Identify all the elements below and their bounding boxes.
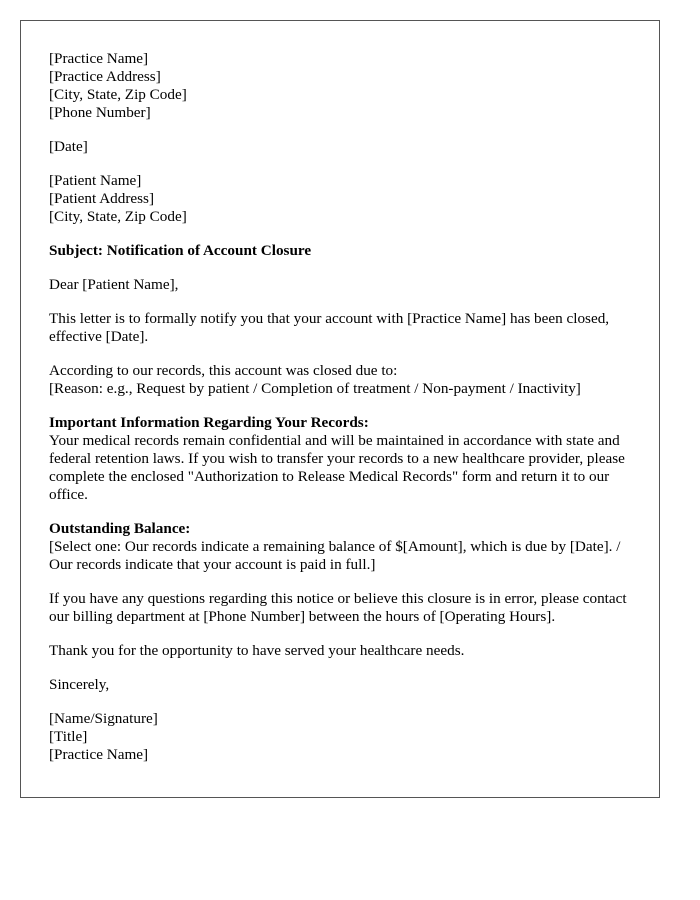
signature-block — [49, 710, 631, 764]
thanks-paragraph: Thank you for the opportunity to have served your healthcare needs. — [49, 642, 465, 659]
recipient-address: [Patient Address] — [49, 190, 155, 207]
letter-document — [20, 20, 660, 798]
balance-heading: Outstanding Balance: — [49, 520, 191, 537]
sender-practice-address: [Practice Address] — [49, 68, 161, 85]
recipient-block — [49, 172, 631, 226]
reason-options: [Reason: e.g., Request by patient / Completion of treatment / Non-payment / Inactivity] — [49, 380, 581, 397]
intro-paragraph: This letter is to formally notify you that your account with [Practice Name] has been closed, effective [Date]. — [49, 310, 610, 345]
reason-intro: According to our records, this account was closed due to: — [49, 362, 398, 379]
sender-city-state-zip: [City, State, Zip Code] — [49, 86, 187, 103]
salutation-block — [49, 276, 631, 294]
questions-paragraph: If you have any questions regarding this notice or believe this closure is in error, please contact our billing department at [Phone Number] between the hours of [Operating Hours]. — [49, 590, 627, 625]
recipient-name: [Patient Name] — [49, 172, 142, 189]
signature-title: [Title] — [49, 728, 88, 745]
sender-block — [49, 50, 631, 122]
balance-section — [49, 520, 631, 574]
recipient-city-state-zip: [City, State, Zip Code] — [49, 208, 187, 225]
sender-practice-name: [Practice Name] — [49, 50, 149, 67]
salutation: Dear [Patient Name], — [49, 276, 179, 293]
subject-block — [49, 242, 631, 260]
records-body: Your medical records remain confidential and will be maintained in accordance with state and federal retention laws. If you wish to transfer your records to a new healthcare provider, please complete the enclosed "Authorization to Release Medical Records" form and return it to our office. — [49, 432, 625, 503]
records-section — [49, 414, 631, 504]
subject-line: Subject: Notification of Account Closure — [49, 242, 312, 259]
closing: Sincerely, — [49, 676, 110, 693]
intro-paragraph-block — [49, 310, 631, 346]
signature-name: [Name/Signature] — [49, 710, 158, 727]
questions-block — [49, 590, 631, 626]
date-block — [49, 138, 631, 156]
balance-body: [Select one: Our records indicate a remaining balance of $[Amount], which is due by [Date]. / Our records indicate that your account is paid in full.] — [49, 538, 621, 573]
closing-block — [49, 676, 631, 694]
reason-block — [49, 362, 631, 398]
records-heading: Important Information Regarding Your Records: — [49, 414, 369, 431]
letter-date: [Date] — [49, 138, 88, 155]
sender-phone: [Phone Number] — [49, 104, 151, 121]
thanks-block — [49, 642, 631, 660]
signature-practice-name: [Practice Name] — [49, 746, 149, 763]
